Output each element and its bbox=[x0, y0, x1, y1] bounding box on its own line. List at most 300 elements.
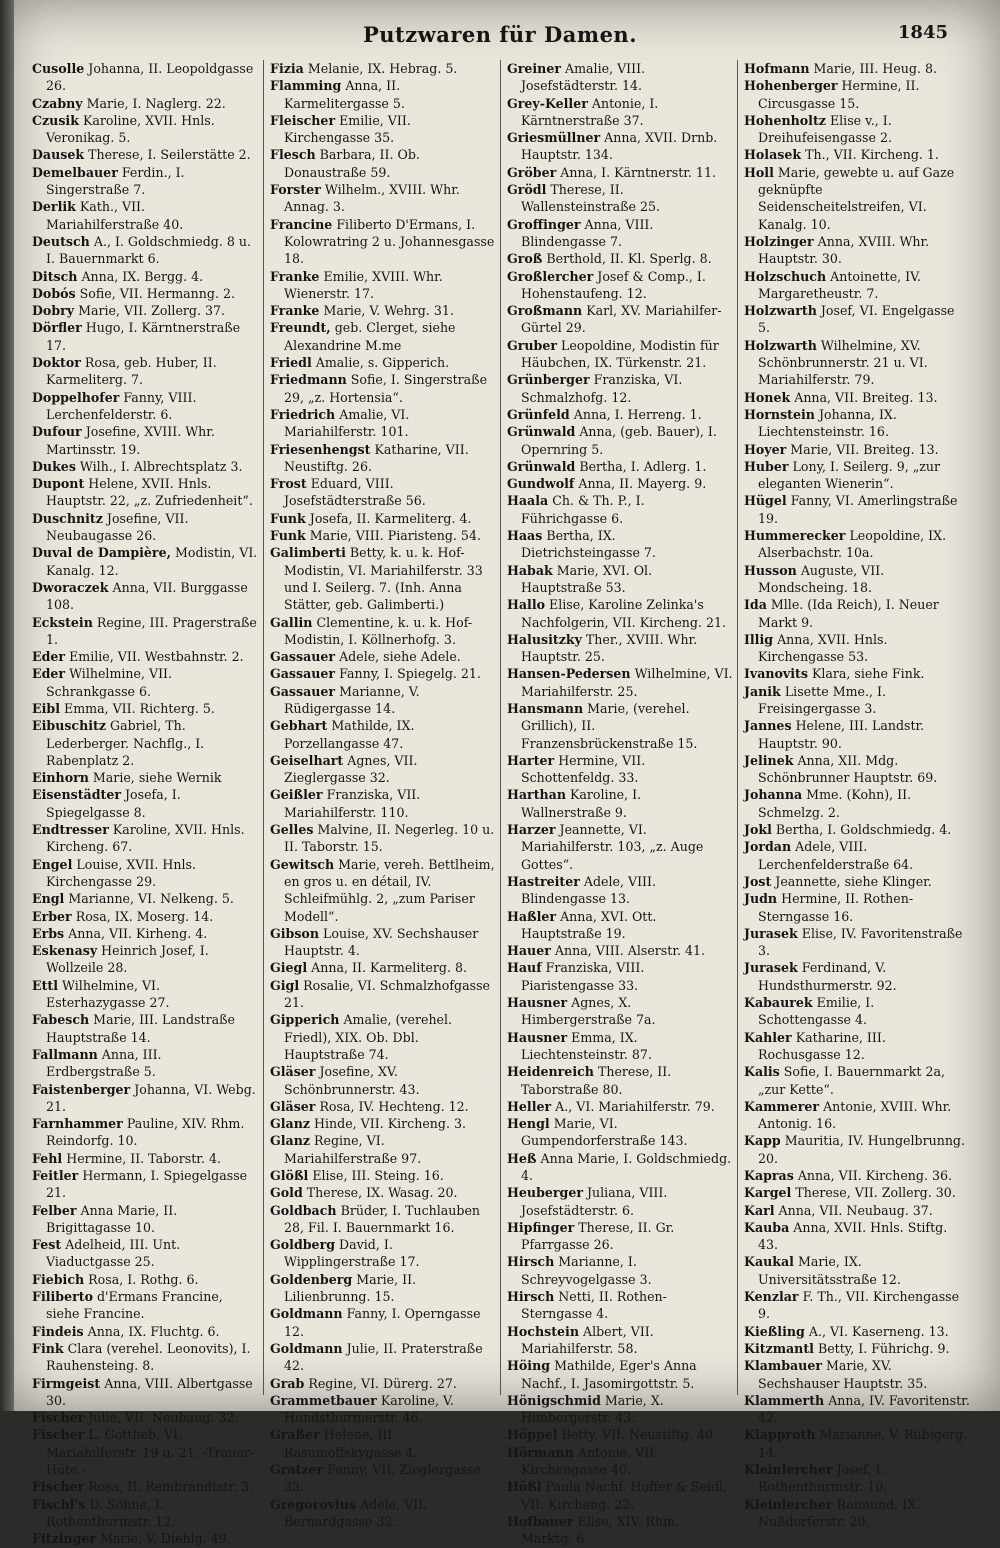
directory-entry bbox=[270, 614, 496, 649]
directory-entry bbox=[32, 198, 259, 233]
entry-name: Klapproth bbox=[744, 1427, 816, 1443]
directory-entry bbox=[270, 60, 496, 77]
entry-name: Gassauer bbox=[270, 666, 336, 682]
entry-details: Anna, VII. Neubaug. 37. bbox=[778, 1202, 933, 1218]
entry-name: Gläser bbox=[270, 1098, 316, 1114]
entry-name: Graßer bbox=[270, 1427, 320, 1443]
entry-details: Marie, I. Naglerg. 22. bbox=[86, 95, 226, 111]
entry-details: Louise, XVII. Hnls. Kirchengasse 29. bbox=[46, 856, 196, 889]
entry-name: Glanz bbox=[270, 1116, 311, 1132]
directory-entry bbox=[32, 614, 259, 649]
entry-details: Josefine, VII. Neubaugasse 26. bbox=[46, 510, 189, 544]
directory-entry bbox=[270, 821, 496, 856]
directory-entry bbox=[32, 717, 259, 769]
directory-entry bbox=[32, 1167, 259, 1202]
entry-details: F. Th., VII. Kirchengasse 9. bbox=[758, 1289, 960, 1322]
entry-details: Anna, VII. Kircheng. 36. bbox=[797, 1168, 952, 1183]
entry-name: Geißler bbox=[270, 787, 323, 803]
directory-entry bbox=[744, 1202, 970, 1219]
entry-details: Johanna, IX. Liechtensteinstr. 16. bbox=[758, 406, 897, 440]
column-4 bbox=[737, 60, 974, 1529]
entry-details: Karoline, XVII. Hnls. Veronikag. 5. bbox=[46, 112, 215, 146]
directory-entry bbox=[744, 752, 970, 787]
entry-name: Gipperich bbox=[270, 1012, 340, 1028]
directory-entry bbox=[507, 1029, 733, 1064]
entry-name: Fiebich bbox=[32, 1271, 85, 1287]
directory-entry bbox=[32, 665, 259, 700]
entry-details: Fanny, VII. Zieglergasse 33. bbox=[284, 1462, 482, 1495]
directory-entry bbox=[744, 1461, 970, 1496]
entry-name: Hirsch bbox=[507, 1254, 555, 1270]
entry-name: Kauba bbox=[744, 1219, 790, 1235]
entry-details: Lony, I. Seilerg. 9, „zur eleganten Wienerin“. bbox=[758, 458, 941, 492]
entry-details: Katharine, VII. Neustiftg. 26. bbox=[284, 441, 469, 474]
entry-name: Großlercher bbox=[507, 268, 594, 284]
entry-details: A., VI. Mariahilferstr. 79. bbox=[555, 1098, 715, 1114]
directory-entry bbox=[507, 631, 733, 666]
entry-details: Franziska, VI. Schmalzhofg. 12. bbox=[521, 372, 683, 405]
entry-name: Forster bbox=[270, 182, 321, 198]
entry-details: Amalie, VI. Mariahilferstr. 101. bbox=[284, 406, 410, 440]
directory-entry bbox=[507, 562, 733, 597]
entry-name: Franke bbox=[270, 303, 320, 319]
directory-entry bbox=[507, 1098, 733, 1115]
directory-entry bbox=[744, 596, 970, 631]
directory-entry bbox=[270, 925, 496, 960]
directory-entry bbox=[507, 1513, 733, 1548]
entry-name: Hoyer bbox=[744, 441, 787, 457]
directory-entry bbox=[32, 285, 259, 302]
entry-name: Derlik bbox=[32, 199, 76, 215]
entry-details: Th., VII. Kircheng. 1. bbox=[805, 147, 939, 163]
entry-details: Pauline, XIV. Rhm. Reindorfg. 10. bbox=[46, 1116, 245, 1149]
entry-details: Rosa, I. Rothg. 6. bbox=[88, 1271, 199, 1287]
entry-name: Fest bbox=[32, 1237, 62, 1253]
entry-name: Glanz bbox=[270, 1133, 311, 1149]
directory-entry bbox=[744, 527, 970, 562]
entry-details: Anna, VIII. Blindengasse 7. bbox=[521, 216, 654, 249]
entry-details: Karoline, V. Hundsthurmerstr. 46. bbox=[284, 1392, 454, 1426]
entry-details: Betty, I. Führichg. 9. bbox=[817, 1340, 950, 1356]
entry-name: Dobry bbox=[32, 303, 75, 319]
entry-details: Elise, IV. Favoritenstraße 3. bbox=[758, 925, 963, 959]
directory-entry bbox=[32, 164, 259, 199]
entry-name: Cusolle bbox=[32, 61, 85, 76]
entry-details: Melanie, IX. Hebrag. 5. bbox=[307, 61, 458, 76]
directory-entry bbox=[270, 648, 496, 665]
entry-name: Ditsch bbox=[32, 268, 78, 284]
entry-details: Anna, XVII. Hnls. Stiftg. 43. bbox=[758, 1219, 948, 1253]
entry-name: Hirsch bbox=[507, 1289, 555, 1305]
directory-entry bbox=[507, 95, 733, 130]
directory-entry bbox=[507, 1184, 733, 1219]
entry-details: L. Gottlieb, VI. Mariahilferstr. 19 u. 21. -Trauer-Hüte.- bbox=[46, 1427, 255, 1478]
entry-name: Czabny bbox=[32, 95, 83, 111]
entry-name: Grammetbauer bbox=[270, 1392, 377, 1408]
entry-name: Grab bbox=[270, 1375, 305, 1391]
directory-entry bbox=[744, 821, 970, 838]
directory-entry bbox=[507, 1392, 733, 1427]
entry-details: Emilie, VII. Kirchengasse 35. bbox=[284, 112, 411, 146]
entry-name: Grünfeld bbox=[507, 406, 570, 422]
directory-entry bbox=[744, 1323, 970, 1340]
entry-details: Albert, VII. Mariahilferstr. 58. bbox=[521, 1323, 654, 1356]
entry-name: Gold bbox=[270, 1185, 303, 1201]
directory-entry bbox=[507, 665, 733, 700]
directory-entry bbox=[744, 1340, 970, 1357]
entry-name: Feitler bbox=[32, 1168, 79, 1183]
entry-name: Holasek bbox=[744, 147, 802, 163]
entry-details: Anna, XVI. Ott. Hauptstraße 19. bbox=[521, 908, 657, 941]
directory-entry bbox=[270, 268, 496, 303]
entry-name: Hofbauer bbox=[507, 1513, 574, 1529]
directory-entry bbox=[507, 129, 733, 164]
directory-entry bbox=[507, 302, 733, 337]
directory-entry bbox=[270, 1063, 496, 1098]
directory-entry bbox=[270, 1305, 496, 1340]
entry-details: Karoline, I. Wallnerstraße 9. bbox=[521, 787, 642, 820]
entry-name: Goldmann bbox=[270, 1306, 343, 1322]
entry-details: Anna, IX. Fluchtg. 6. bbox=[87, 1323, 220, 1339]
entry-details: Fanny, VIII. Lerchenfelderstr. 6. bbox=[46, 389, 197, 422]
directory-entry bbox=[32, 354, 259, 389]
entry-details: A., I. Goldschmiedg. 8 u. I. Bauernmarkt 6. bbox=[46, 233, 251, 267]
directory-entry bbox=[32, 302, 259, 319]
directory-entry bbox=[32, 319, 259, 354]
entry-name: Fitzinger bbox=[32, 1531, 97, 1547]
entry-details: Helene, III. Landstr. Hauptstr. 90. bbox=[758, 718, 925, 751]
entry-name: Judn bbox=[744, 891, 778, 907]
entry-details: Rosa, geb. Huber, II. Karmeliterg. 7. bbox=[46, 355, 217, 388]
entry-details: Mathilde, IX. Porzellangasse 47. bbox=[284, 718, 415, 751]
entry-details: Emma, IX. Liechtensteinstr. 87. bbox=[521, 1029, 652, 1062]
entry-name: Eder bbox=[32, 649, 66, 665]
entry-details: Emma, VII. Richterg. 5. bbox=[64, 700, 215, 716]
entry-name: Funk bbox=[270, 510, 306, 526]
entry-name: Goldbach bbox=[270, 1202, 337, 1218]
entry-details: Mathilde, Eger's Anna Nachf., I. Jasomirgottstr. 5. bbox=[521, 1358, 697, 1391]
entry-name: Heuberger bbox=[507, 1185, 583, 1201]
entry-name: Harzer bbox=[507, 822, 556, 838]
entry-details: Marianne, V. Rüdigergasse 14. bbox=[284, 683, 420, 716]
entry-details: Wilhelmine, XV. Schönbrunnerstr. 21 u. VI. Mariahilferstr. 79. bbox=[758, 337, 928, 388]
entry-details: Betty, k. u. k. Hof-Modistin, VI. Mariahilferstr. 33 und I. Seilerg. 7. (Inh. Anna Stätter, geb. Galimberti.) bbox=[284, 545, 483, 613]
directory-entry bbox=[32, 700, 259, 717]
entry-details: Marie, siehe Wernik bbox=[92, 770, 222, 786]
entry-details: Jeannette, siehe Klinger. bbox=[775, 873, 932, 889]
entry-details: Helene, XVII. Hnls. Hauptstr. 22, „z. Zufriedenheit“. bbox=[46, 476, 253, 509]
entry-details: Anna, II. Karmeliterg. 8. bbox=[311, 960, 467, 976]
directory-entry bbox=[32, 233, 259, 268]
directory-entry bbox=[32, 1409, 259, 1426]
directory-entry bbox=[507, 406, 733, 423]
directory-entry bbox=[32, 1288, 259, 1323]
directory-entry bbox=[744, 1219, 970, 1254]
entry-details: Wilhelmine, VI. Mariahilferstr. 25. bbox=[521, 666, 733, 699]
directory-entry bbox=[507, 700, 733, 752]
directory-entry bbox=[507, 371, 733, 406]
entry-details: Therese, II. Taborstraße 80. bbox=[521, 1064, 672, 1097]
directory-entry bbox=[744, 994, 970, 1029]
entry-details: Anna, XVIII. Whr. Hauptstr. 30. bbox=[758, 233, 930, 267]
directory-entry bbox=[507, 216, 733, 251]
entry-details: Ch. & Th. P., I. Führichgasse 6. bbox=[521, 493, 645, 526]
entry-name: Haala bbox=[507, 493, 549, 509]
entry-name: Endtresser bbox=[32, 822, 109, 838]
directory-entry bbox=[270, 856, 496, 925]
entry-name: Erbs bbox=[32, 925, 65, 941]
directory-entry bbox=[32, 1150, 259, 1167]
entry-details: Fanny, I. Spiegelg. 21. bbox=[339, 666, 481, 682]
entry-details: Elise, III. Steing. 16. bbox=[312, 1168, 444, 1183]
entry-details: Marie, XVI. Ol. Hauptstraße 53. bbox=[521, 562, 653, 595]
entry-details: Josef & Comp., I. Hohenstaufeng. 12. bbox=[521, 268, 706, 301]
entry-name: Fizia bbox=[270, 61, 304, 76]
directory-entry bbox=[270, 216, 496, 268]
entry-name: Hornstein bbox=[744, 406, 815, 422]
entry-name: Holzschuch bbox=[744, 268, 827, 284]
entry-details: Netti, II. Rothen-Sterngasse 4. bbox=[521, 1289, 667, 1322]
entry-details: d'Ermans Francine, siehe Francine. bbox=[46, 1289, 223, 1322]
entry-name: Funk bbox=[270, 528, 306, 544]
directory-entry bbox=[32, 786, 259, 821]
entry-name: Friesenhengst bbox=[270, 441, 371, 457]
directory-entry bbox=[270, 1426, 496, 1461]
entry-name: Gratzer bbox=[270, 1462, 324, 1478]
directory-entry bbox=[32, 942, 259, 977]
directory-entry bbox=[32, 458, 259, 475]
entry-name: Hansen-Pedersen bbox=[507, 666, 631, 682]
entry-name: Frost bbox=[270, 476, 307, 492]
entry-details: Amalie, s. Gipperich. bbox=[315, 355, 450, 371]
entry-name: Engel bbox=[32, 856, 73, 872]
entry-name: Fallmann bbox=[32, 1046, 98, 1062]
entry-details: Anna, VIII. Alserstr. 41. bbox=[554, 943, 706, 959]
directory-entry bbox=[744, 112, 970, 147]
entry-details: Klara, siehe Fink. bbox=[811, 666, 925, 682]
directory-entry bbox=[744, 406, 970, 441]
entry-details: Heinrich Josef, I. Wollzeile 28. bbox=[46, 943, 209, 976]
directory-entry bbox=[32, 1530, 259, 1547]
entry-name: Galimberti bbox=[270, 545, 346, 561]
entry-name: Kleinlercher bbox=[744, 1496, 833, 1512]
entry-name: Hauf bbox=[507, 960, 542, 976]
directory-entry bbox=[270, 1392, 496, 1427]
entry-details: Marie, II. Lilienbrunng. 15. bbox=[284, 1271, 417, 1305]
directory-entry bbox=[32, 1496, 259, 1531]
entry-name: Habak bbox=[507, 562, 553, 578]
directory-entry bbox=[32, 925, 259, 942]
entry-name: Hochstein bbox=[507, 1323, 579, 1339]
entry-name: Jordan bbox=[744, 839, 792, 855]
entry-details: Regine, III. Pragerstraße 1. bbox=[46, 614, 257, 647]
directory-entry bbox=[270, 371, 496, 406]
entry-details: Sofie, I. Singerstraße 29, „z. Hortensia“. bbox=[284, 372, 488, 405]
directory-entry bbox=[744, 1063, 970, 1098]
directory-entry bbox=[270, 1461, 496, 1496]
entry-name: Gassauer bbox=[270, 649, 336, 665]
entry-details: Clementine, k. u. k. Hof-Modistin, I. Köllnerhofg. 3. bbox=[284, 614, 473, 647]
entry-details: Hugo, I. Kärntnerstraße 17. bbox=[46, 320, 241, 353]
directory-entry bbox=[744, 1167, 970, 1184]
entry-name: Hönigschmid bbox=[507, 1392, 601, 1408]
entry-details: Betty, VII. Neustiftg. 40. bbox=[561, 1427, 718, 1443]
directory-entry bbox=[507, 786, 733, 821]
entry-details: Adele, siehe Adele. bbox=[339, 649, 461, 665]
directory-entry bbox=[507, 164, 733, 181]
entry-details: Anna Marie, II. Brigittagasse 10. bbox=[46, 1202, 178, 1235]
directory-entry bbox=[270, 354, 496, 371]
entry-name: Gundwolf bbox=[507, 476, 575, 492]
directory-entry bbox=[507, 423, 733, 458]
directory-entry bbox=[270, 1340, 496, 1375]
directory-entry bbox=[32, 1236, 259, 1271]
directory-entry bbox=[507, 250, 733, 267]
entry-name: Hörmann bbox=[507, 1444, 574, 1460]
entry-details: Adele, VIII. Blindengasse 13. bbox=[521, 873, 657, 907]
entry-name: Gelles bbox=[270, 822, 314, 838]
entry-details: Louise, XV. Sechshauser Hauptstr. 4. bbox=[284, 925, 479, 959]
entry-details: Anna, III. Erdbergstraße 5. bbox=[46, 1046, 162, 1080]
directory-entry bbox=[744, 1098, 970, 1133]
entry-details: Anna, II. Karmelitergasse 5. bbox=[284, 78, 405, 111]
directory-entry bbox=[507, 942, 733, 959]
directory-entry bbox=[270, 786, 496, 821]
entry-details: Eduard, VIII. Josefstädterstraße 56. bbox=[284, 476, 426, 509]
directory-entry bbox=[744, 665, 970, 682]
entry-name: Engl bbox=[32, 891, 65, 907]
entry-name: Czusik bbox=[32, 112, 79, 128]
entry-details: Therese, VII. Zollerg. 30. bbox=[795, 1185, 956, 1201]
directory-entry bbox=[507, 337, 733, 372]
entry-details: Amalie, VIII. Josefstädterstr. 14. bbox=[521, 61, 646, 94]
directory-entry bbox=[507, 1063, 733, 1098]
page-number: 1845 bbox=[897, 22, 948, 43]
directory-entry bbox=[744, 1357, 970, 1392]
column-3 bbox=[500, 60, 737, 1547]
entry-details: Amalie, (verehel. Friedl), XIX. Ob. Dbl. Hauptstraße 74. bbox=[284, 1012, 453, 1062]
directory-entry bbox=[744, 1184, 970, 1201]
directory-entry bbox=[270, 441, 496, 476]
entry-name: Duschnitz bbox=[32, 510, 103, 526]
entry-details: Marie, IX. Universitätsstraße 12. bbox=[758, 1254, 901, 1287]
entry-name: Holzinger bbox=[744, 233, 814, 249]
entry-name: Jelinek bbox=[744, 752, 794, 768]
entry-name: Hengl bbox=[507, 1116, 550, 1132]
entry-name: Kleinlercher bbox=[744, 1462, 833, 1478]
entry-name: Friedmann bbox=[270, 372, 347, 388]
entry-name: Dworaczek bbox=[32, 579, 109, 595]
entry-details: Auguste, VII. Mondscheing. 18. bbox=[758, 562, 885, 595]
entry-name: Goldberg bbox=[270, 1237, 336, 1253]
directory-entry bbox=[744, 838, 970, 873]
directory-entry bbox=[270, 1132, 496, 1167]
entry-details: A., VI. Kaserneng. 13. bbox=[808, 1323, 949, 1339]
entry-details: Marie, VIII. Piaristeng. 54. bbox=[309, 528, 481, 544]
entry-name: Francine bbox=[270, 216, 333, 232]
entry-details: Wilhelmine, VII. Schrankgasse 6. bbox=[46, 666, 173, 699]
directory-entry bbox=[32, 908, 259, 925]
entry-details: Marie, (verehel. Grillich), II. Franzensbrückenstraße 15. bbox=[521, 700, 698, 751]
entry-name: Flamming bbox=[270, 78, 342, 94]
directory-entry bbox=[744, 1426, 970, 1461]
directory-entry bbox=[32, 1426, 259, 1478]
directory-entry bbox=[32, 1046, 259, 1081]
directory-entry bbox=[744, 683, 970, 718]
entry-details: Marie, VII. Breiteg. 13. bbox=[790, 441, 939, 457]
directory-entry bbox=[270, 406, 496, 441]
entry-name: Hößl bbox=[507, 1479, 542, 1495]
entry-name: Greiner bbox=[507, 61, 561, 76]
directory-entry bbox=[32, 977, 259, 1012]
entry-name: Erber bbox=[32, 908, 72, 924]
entry-details: Anna, (geb. Bauer), I. Opernring 5. bbox=[521, 424, 717, 457]
directory-entry bbox=[32, 146, 259, 163]
directory-entry bbox=[507, 596, 733, 631]
directory-entry bbox=[744, 925, 970, 960]
directory-entry bbox=[507, 752, 733, 787]
entry-name: Gallin bbox=[270, 614, 313, 630]
directory-entry bbox=[507, 1478, 733, 1513]
directory-entry bbox=[744, 441, 970, 458]
entry-name: Hausner bbox=[507, 1029, 568, 1045]
entry-name: Hofmann bbox=[744, 61, 810, 76]
entry-details: Wilhelm., XVIII. Whr. Annag. 3. bbox=[284, 182, 460, 215]
directory-entry bbox=[507, 181, 733, 216]
entry-name: Karl bbox=[744, 1202, 775, 1218]
entry-details: Bertha, I. Adlerg. 1. bbox=[579, 458, 707, 474]
directory-entry bbox=[270, 181, 496, 216]
page-header bbox=[0, 22, 1000, 56]
entry-details: Emilie, VII. Westbahnstr. 2. bbox=[69, 649, 244, 665]
directory-entry bbox=[744, 458, 970, 493]
entry-name: Giegl bbox=[270, 960, 308, 976]
directory-entry bbox=[270, 959, 496, 976]
directory-entry bbox=[32, 1271, 259, 1288]
entry-details: Marie, III. Heug. 8. bbox=[813, 61, 938, 76]
entry-details: Karl, XV. Mariahilfer-Gürtel 29. bbox=[521, 303, 722, 336]
entry-details: Mme. (Kohn), II. Schmelzg. 2. bbox=[758, 787, 912, 820]
entry-details: Juliana, VIII. Josefstädterstr. 6. bbox=[521, 1185, 668, 1218]
directory-entry bbox=[32, 1478, 259, 1495]
entry-name: Groffinger bbox=[507, 216, 581, 232]
entry-details: Agnes, X. Himbergerstraße 7a. bbox=[521, 995, 656, 1028]
entry-details: Antonie, XVIII. Whr. Antonig. 16. bbox=[758, 1098, 952, 1132]
entry-details: Josefa, II. Karmeliterg. 4. bbox=[309, 510, 472, 526]
entry-name: Doktor bbox=[32, 355, 81, 371]
entry-details: Therese, II. Gr. Pfarrgasse 26. bbox=[521, 1219, 675, 1253]
entry-name: Eibl bbox=[32, 700, 60, 716]
directory-entry bbox=[32, 1202, 259, 1237]
directory-columns bbox=[26, 60, 974, 1547]
entry-name: Harter bbox=[507, 752, 555, 768]
directory-entry bbox=[270, 752, 496, 787]
entry-name: Hohenholtz bbox=[744, 112, 826, 128]
entry-details: Helene, III. Rasumoffskygasse 4. bbox=[284, 1427, 418, 1460]
directory-entry bbox=[270, 1496, 496, 1531]
directory-entry bbox=[744, 890, 970, 925]
directory-entry bbox=[507, 1115, 733, 1150]
entry-name: Jokl bbox=[744, 822, 772, 838]
entry-details: Marianne, V. Rübigerg. 14. bbox=[758, 1427, 968, 1460]
directory-entry bbox=[32, 579, 259, 614]
entry-name: Dörfler bbox=[32, 320, 82, 336]
directory-entry bbox=[270, 977, 496, 1012]
entry-details: Leopoldine, IX. Alserbachstr. 10a. bbox=[758, 528, 947, 561]
entry-details: Adelheid, III. Unt. Viaductgasse 25. bbox=[46, 1237, 181, 1270]
entry-name: Holzwarth bbox=[744, 303, 817, 319]
entry-details: Kath., VII. Mariahilferstraße 40. bbox=[46, 199, 184, 232]
